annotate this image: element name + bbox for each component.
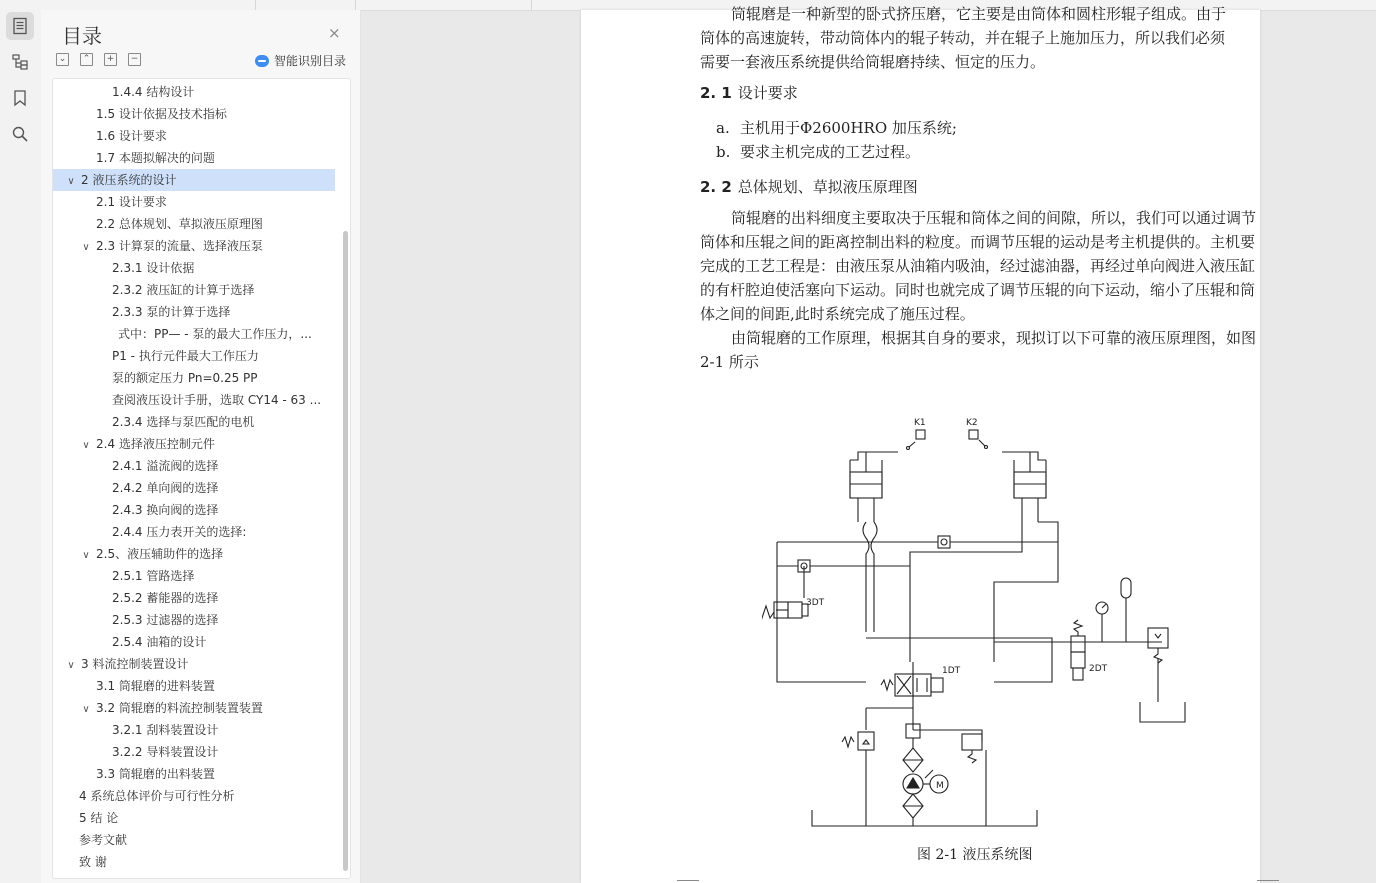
toc-item[interactable]	[53, 741, 333, 763]
toc-item-label: 2.5.3 过滤器的选择	[112, 613, 219, 627]
list-marker: b.	[716, 143, 731, 161]
toc-item-label: 2.3 计算泵的流量、选择液压泵	[96, 239, 263, 253]
label-motor: M	[936, 781, 944, 791]
collapse-all-icon[interactable]: ⌄	[56, 53, 69, 66]
toc-item-label: 3.2.1 刮料装置设计	[112, 723, 219, 737]
label-1dt: 1DT	[942, 666, 961, 676]
text-line: 筒体的高速旋转，带动筒体内的辊子转动，并在辊子上施加压力，所以我们必须	[700, 29, 1226, 47]
toc-item-label: 致 谢	[79, 855, 107, 869]
add-entry-icon[interactable]: +	[104, 53, 117, 66]
toc-item[interactable]	[53, 477, 333, 499]
toc-item[interactable]	[53, 103, 333, 125]
expand-arrow-icon[interactable]: ∨	[82, 550, 90, 561]
toc-item-label: 2.5.4 油箱的设计	[112, 635, 207, 649]
toc-item[interactable]	[53, 631, 333, 653]
tab-segment[interactable]	[255, 0, 356, 10]
bookmark-icon[interactable]	[6, 84, 34, 112]
label-k2: K2	[966, 418, 978, 428]
toc-item[interactable]	[53, 499, 333, 521]
toc-item[interactable]	[53, 521, 333, 543]
toc-item-label: 3 料流控制装置设计	[81, 657, 189, 671]
toc-item[interactable]	[53, 213, 333, 235]
toc-item[interactable]	[53, 675, 333, 697]
toc-title: 目录	[62, 24, 102, 48]
toc-item[interactable]	[53, 169, 335, 191]
heading-2-1	[700, 82, 798, 103]
paragraph-top	[700, 2, 1256, 74]
toc-item-label: 3.1 筒辊磨的进料装置	[96, 679, 215, 693]
text-line: 筒辊磨是一种新型的卧式挤压磨，它主要是由筒体和圆柱形辊子组成。由于	[731, 5, 1227, 23]
smart-toc-button[interactable]	[255, 52, 346, 69]
toc-item-label: 2.4.3 换向阀的选择	[112, 503, 219, 517]
ai-icon	[255, 55, 269, 67]
label-2dt: 2DT	[1089, 664, 1108, 674]
label-k1: K1	[914, 418, 926, 428]
tab-segment[interactable]	[355, 0, 532, 10]
toc-item-label: 2.3.3 泵的计算于选择	[112, 305, 231, 319]
toc-item[interactable]	[53, 697, 317, 719]
toc-item[interactable]	[53, 389, 333, 411]
expand-arrow-icon[interactable]: ∨	[67, 660, 75, 671]
toc-list	[52, 78, 351, 879]
figure-caption: 图 2-1 液压系统图	[917, 847, 1033, 863]
heading-2-2	[700, 176, 918, 197]
toc-item[interactable]	[53, 653, 317, 675]
toc-panel	[41, 10, 361, 883]
toc-item-label: 参考文献	[79, 833, 128, 847]
paragraph-1: 筒辊磨的出料细度主要取决于压辊和筒体之间的间隙，所以，我们可以通过调节筒体和压辊之间的距离控制出料的粒度。而调节压辊的运动是考主机提供的。主机要完成的工艺工程是：由液压泵从油箱内吸油，经过滤油器，再经过单向阀进入液压缸的有杆腔迫使活塞向下运动。同时也就完成了调节压辊的向下运动，缩小了压辊和筒体之间的间距,此时系统完成了施压过程。	[700, 209, 1257, 323]
toc-item-label: 2.5.1 管路选择	[112, 569, 195, 583]
expand-arrow-icon[interactable]: ∨	[82, 704, 90, 715]
toc-item-label: 2.5.2 蓄能器的选择	[112, 591, 219, 605]
toc-item-label: 2.5、液压辅助件的选择	[96, 547, 224, 561]
toc-item[interactable]	[53, 455, 333, 477]
toc-item-label: 2.1 设计要求	[96, 195, 167, 209]
toc-item-label: 1.5 设计依据及技术指标	[96, 107, 227, 121]
toc-item[interactable]	[53, 345, 333, 367]
toc-item[interactable]	[53, 785, 333, 807]
heading-text: 设计要求	[737, 84, 798, 102]
toc-item-label: 2 液压系统的设计	[81, 173, 177, 187]
toc-item-label: 3.2.2 导料装置设计	[112, 745, 219, 759]
toc-item-label: 3.2 筒辊磨的料流控制装置装置	[96, 701, 263, 715]
sidebar-rail	[0, 10, 42, 883]
toc-item[interactable]	[53, 323, 333, 345]
text-line: 需要一套液压系统提供给筒辊磨持续、恒定的压力。	[700, 53, 1046, 71]
toc-item[interactable]	[53, 807, 333, 829]
toc-item-label: 2.4 选择液压控制元件	[96, 437, 215, 451]
page-corner-mark	[677, 880, 699, 881]
toc-item[interactable]	[53, 191, 333, 213]
toc-item-label: 2.3.4 选择与泵匹配的电机	[112, 415, 255, 429]
toc-item-label: 2.4.1 溢流阀的选择	[112, 459, 219, 473]
toc-item-label: 3.3 筒辊磨的出料装置	[96, 767, 215, 781]
list-item	[716, 117, 957, 138]
toc-item-label: 泵的额定压力 Pn=0.25 PP	[112, 371, 258, 385]
toc-item[interactable]	[53, 301, 333, 323]
toc-item-label: 查阅液压设计手册，选取 CY14 - 63 ...	[112, 393, 322, 407]
toc-item-label: 2.4.4 压力表开关的选择:	[112, 525, 247, 539]
expand-arrow-icon[interactable]: ∨	[82, 242, 90, 253]
tab-segment[interactable]	[0, 0, 256, 10]
list-marker: a.	[716, 119, 730, 137]
toc-item-label: 1.6 设计要求	[96, 129, 167, 143]
expand-up-icon[interactable]: ⌃	[80, 53, 93, 66]
toc-item-label: 1.4.4 结构设计	[112, 85, 195, 99]
list-item	[716, 141, 920, 162]
expand-arrow-icon[interactable]: ∨	[82, 440, 90, 451]
toc-item[interactable]	[53, 609, 333, 631]
heading-number: 2. 1	[700, 84, 732, 102]
remove-entry-icon[interactable]: −	[128, 53, 141, 66]
toc-panel-icon[interactable]	[6, 12, 34, 40]
toc-item-label: 4 系统总体评价与可行性分析	[79, 789, 235, 803]
toc-item-label: 5 结 论	[79, 811, 119, 825]
toc-item[interactable]	[53, 719, 333, 741]
toc-item[interactable]	[53, 257, 333, 279]
toc-item[interactable]	[53, 279, 333, 301]
hydraulic-schematic	[762, 412, 1192, 832]
expand-arrow-icon[interactable]: ∨	[67, 176, 75, 187]
toc-item[interactable]	[53, 543, 317, 565]
heading-number: 2. 2	[700, 178, 732, 196]
toc-item-label: P1 - 执行元件最大工作压力	[112, 349, 259, 363]
toc-item[interactable]	[53, 851, 333, 873]
toc-item-label: 2.2 总体规划、草拟液压原理图	[96, 217, 263, 231]
toc-toolbar	[56, 53, 141, 66]
toc-item[interactable]	[53, 411, 333, 433]
toc-item[interactable]	[53, 81, 333, 103]
toc-item[interactable]	[53, 829, 333, 851]
toc-item-label: 2.4.2 单向阀的选择	[112, 481, 219, 495]
page-corner-mark	[1257, 880, 1279, 881]
paragraph-2: 由筒辊磨的工作原理，根据其自身的要求，现拟订以下可靠的液压原理图，如图 2-1 所示	[700, 329, 1257, 371]
toc-item[interactable]	[53, 763, 333, 785]
label-3dt: 3DT	[806, 598, 825, 608]
toc-item[interactable]	[53, 565, 333, 587]
toc-item-label: 1.7 本题拟解决的问题	[96, 151, 215, 165]
toc-item-label: 2.3.1 设计依据	[112, 261, 195, 275]
list-text: 要求主机完成的工艺过程。	[740, 143, 921, 161]
switch-k1-box	[916, 430, 925, 439]
heading-text: 总体规划、草拟液压原理图	[737, 178, 918, 196]
outline-tree-icon[interactable]	[6, 48, 34, 76]
search-icon[interactable]	[6, 120, 34, 148]
toc-item[interactable]	[53, 367, 333, 389]
toc-item[interactable]	[53, 125, 333, 147]
document-page	[581, 5, 1260, 883]
smart-toc-label: 智能识别目录	[274, 54, 347, 68]
toc-item-label: 式中：PP— - 泵的最大工作压力，...	[118, 327, 312, 341]
toc-item[interactable]	[53, 147, 333, 169]
close-icon[interactable]: ×	[328, 24, 341, 42]
toc-item[interactable]	[53, 587, 333, 609]
toc-item[interactable]	[53, 235, 317, 257]
toc-item[interactable]	[53, 433, 317, 455]
toc-item-label: 2.3.2 液压缸的计算于选择	[112, 283, 255, 297]
scrollbar[interactable]	[343, 231, 348, 871]
list-text: 主机用于Φ2600HRO 加压系统;	[740, 119, 957, 137]
switch-k2-box	[969, 430, 978, 439]
